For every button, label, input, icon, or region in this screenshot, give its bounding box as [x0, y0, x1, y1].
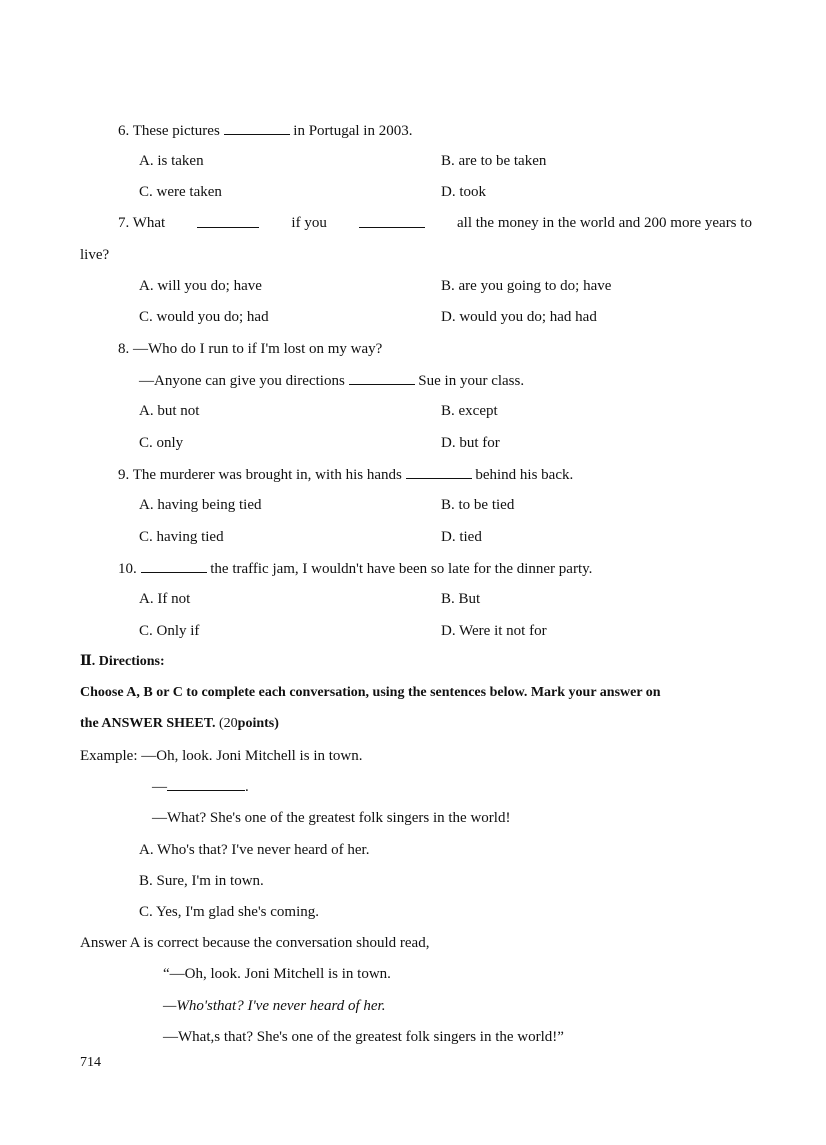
q8-option-d: D. but for [441, 435, 500, 451]
q10-option-c: C. Only if [139, 623, 200, 639]
q8-option-a: A. but not [139, 403, 200, 419]
q10-stem-pre: 10. [118, 561, 137, 577]
section2-instruction-line2 [80, 715, 279, 733]
q7-option-d: D. would you do; had had [441, 309, 597, 325]
example-label: Example: —Oh, look. Joni Mitchell is in town. [80, 748, 363, 764]
q9-blank [406, 465, 472, 479]
section2-heading: Ⅱ. Directions: [80, 654, 165, 669]
q10-stem [118, 559, 592, 578]
q7-stem-mid: if you [291, 215, 327, 231]
q6-stem-pre: 6. These pictures [118, 123, 220, 139]
q8-blank [349, 371, 415, 385]
q6-stem [118, 121, 412, 140]
q9-stem-post: behind his back. [475, 467, 574, 483]
example-blank-line [152, 777, 249, 796]
q10-stem-post: the traffic jam, I wouldn't have been so late for the dinner party. [210, 561, 593, 577]
answer-line-1: “—Oh, look. Joni Mitchell is in town. [163, 966, 391, 982]
q8-option-b: B. except [441, 403, 498, 419]
q7-stem [118, 214, 752, 232]
q7-blank-2 [359, 214, 425, 228]
instruction-answer-sheet: the ANSWER SHEET. [80, 716, 216, 731]
q9-option-a: A. having being tied [139, 497, 262, 513]
q7-option-a: A. will you do; have [139, 278, 262, 294]
q6-option-d: D. took [441, 184, 486, 200]
q7-stem-post: all the money in the world and 200 more years to [457, 215, 752, 231]
q6-option-b: B. are to be taken [441, 153, 547, 169]
q9-stem-pre: 9. The murderer was brought in, with his hands [118, 467, 402, 483]
example-reply: —What? She's one of the greatest folk singers in the world! [152, 810, 511, 826]
q9-option-b: B. to be tied [441, 497, 515, 513]
q8-stem: 8. —Who do I run to if I'm lost on my way? [118, 341, 383, 357]
answer-line-3: —What,s that? She's one of the greatest folk singers in the world!” [163, 1029, 564, 1045]
q9-option-d: D. tied [441, 529, 482, 545]
example-option-a: A. Who's that? I've never heard of her. [139, 842, 370, 858]
q10-option-d: D. Were it not for [441, 623, 547, 639]
q9-stem [118, 465, 573, 484]
q7-stem-pre: 7. What [118, 215, 166, 231]
q8-stem-2 [139, 371, 524, 390]
q6-stem-post: in Portugal in 2003. [293, 123, 413, 139]
answer-intro: Answer A is correct because the conversation should read, [80, 935, 430, 951]
q8-option-c: C. only [139, 435, 184, 451]
q6-blank [224, 121, 290, 135]
example-blank-period: . [245, 779, 249, 795]
q10-option-a: A. If not [139, 591, 191, 607]
page-number: 714 [80, 1055, 101, 1070]
q9-option-c: C. having tied [139, 529, 224, 545]
q6-option-a: A. is taken [139, 153, 204, 169]
q10-option-b: B. But [441, 591, 481, 607]
example-blank-dash: — [152, 779, 167, 795]
answer-line-2: —Who'sthat? I've never heard of her. [163, 998, 386, 1014]
instruction-points-pre: (20 [215, 716, 238, 731]
instruction-points-word: points [237, 716, 275, 731]
section2-instruction-line1: Choose A, B or C to complete each conversation, using the sentences below. Mark your answer on [80, 685, 661, 700]
example-blank [167, 777, 245, 791]
q7-option-c: C. would you do; had [139, 309, 269, 325]
q6-option-c: C. were taken [139, 184, 222, 200]
q10-blank [141, 559, 207, 573]
q8-stem2-pre: —Anyone can give you directions [139, 373, 345, 389]
q7-stem-cont: live? [80, 247, 110, 263]
q8-stem2-post: Sue in your class. [418, 373, 525, 389]
example-option-b: B. Sure, I'm in town. [139, 873, 264, 889]
q7-option-b: B. are you going to do; have [441, 278, 612, 294]
instruction-points-close: ) [274, 716, 279, 731]
example-option-c: C. Yes, I'm glad she's coming. [139, 904, 319, 920]
q7-blank-1 [197, 214, 259, 228]
